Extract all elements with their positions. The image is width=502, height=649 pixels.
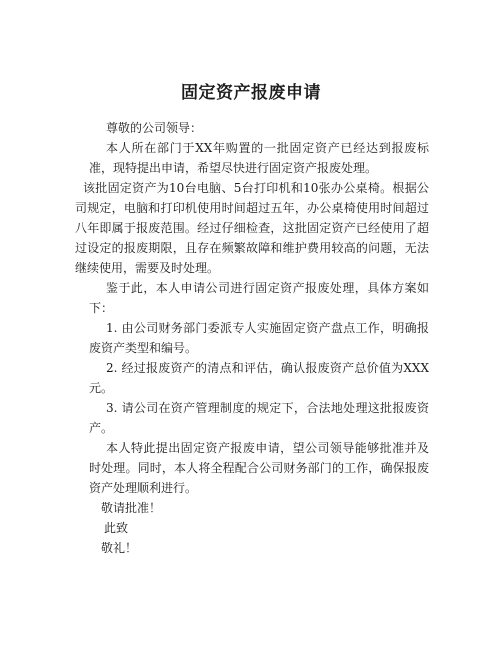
salutation: 尊敬的公司领导： <box>106 121 203 135</box>
closing-request: 敬请批准！ <box>101 501 162 515</box>
closing-cizhi: 此致 <box>104 521 129 535</box>
list-item-1: 1. 由公司财务部门委派专人实施固定资产盘点工作，明确报废资产类型和编号。 <box>89 321 429 355</box>
list-item-3: 3. 请公司在资产管理制度的规定下，合法地处理这批报废资产。 <box>89 401 429 435</box>
paragraph-intro: 本人所在部门于XX年购置的一批固定资产已经达到报废标准，现特提出申请，希望尽快进行固定资产报废处理。 <box>89 141 429 175</box>
closing-jingli: 敬礼！ <box>101 541 138 555</box>
list-item-2: 2. 经过报废资产的清点和评估，确认报废资产总价值为XXX元。 <box>89 361 429 395</box>
paragraph-conclusion: 本人特此提出固定资产报废申请，望公司领导能够批准并及时处理。同时，本人将全程配合公司财务部门的工作，确保报废资产处理顺利进行。 <box>89 441 429 495</box>
paragraph-details: 该批固定资产为10台电脑、5台打印机和10张办公桌椅。根据公司规定，电脑和打印机使用时间超过五年，办公桌椅使用时间超过八年即属于报废范围。经过仔细检查，这批固定资产已经使用了超过设定的报废期限，且存在频繁故障和维护费用较高的问题，无法继续使用，需要及时处理。 <box>75 181 429 275</box>
paragraph-proposal: 鉴于此，本人申请公司进行固定资产报废处理，具体方案如下： <box>89 281 429 315</box>
document-body <box>75 118 429 558</box>
document-title: 固定资产报废申请 <box>181 83 321 103</box>
